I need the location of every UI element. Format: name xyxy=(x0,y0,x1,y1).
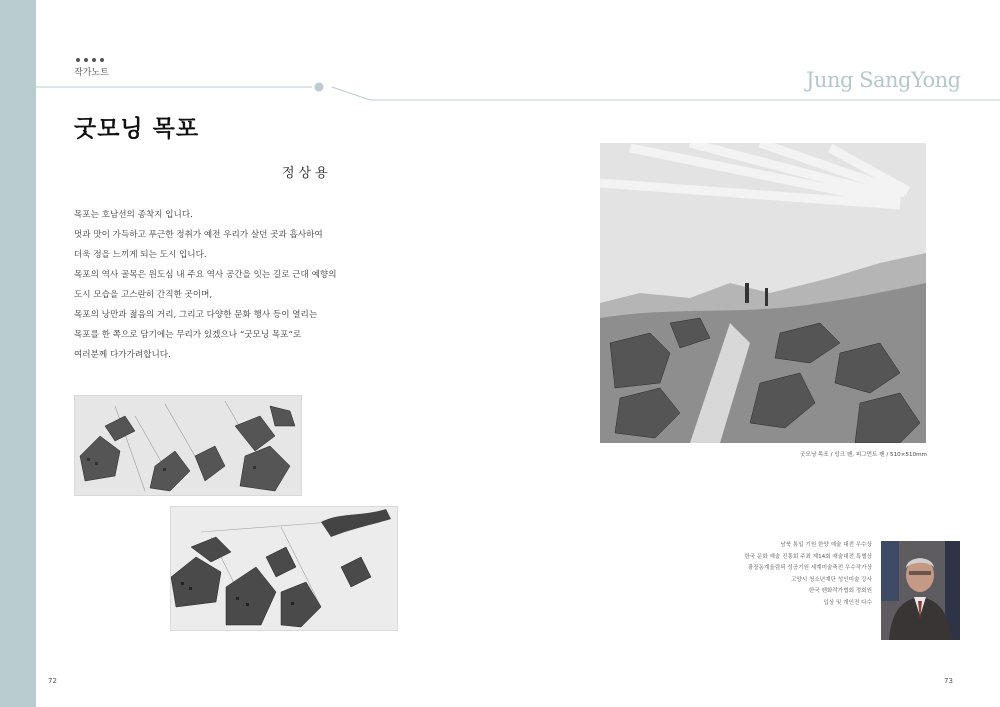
bio-line: 한국 펜화작가협회 정회원 xyxy=(809,588,872,594)
page-spine-bar xyxy=(0,0,36,707)
section-dots xyxy=(76,58,104,62)
page-number-right: 73 xyxy=(944,677,953,685)
bio-line: 남북 통일 기원 한양 예술 대전 우수상 xyxy=(780,542,872,548)
bio-line: 입상 및 개인전 다수 xyxy=(823,599,872,606)
article-title: 굿모닝 목포 xyxy=(74,116,200,142)
body-paragraph: 여러분께 다가가려합니다. xyxy=(74,350,171,360)
page-number-left: 72 xyxy=(48,677,57,685)
article-author: 정상용 xyxy=(282,166,332,181)
artwork-image xyxy=(600,143,926,443)
body-paragraph: 목포의 낭만과 젊음의 거리, 그리고 다양한 문화 행사 등이 열리는 xyxy=(74,310,318,320)
body-paragraph: 도시 모습을 고스란히 간직한 곳이며, xyxy=(74,290,213,300)
artist-portrait-photo xyxy=(881,541,960,640)
body-paragraph: 목포의 역사 골목은 원도심 내 주요 역사 공간을 잇는 길로 근대 예향의 xyxy=(74,270,337,280)
artist-name-brand: Jung SangYong xyxy=(806,68,961,92)
body-paragraph: 더욱 정을 느끼게 되는 도시 입니다. xyxy=(74,250,207,260)
section-label: 작가노트 xyxy=(74,68,109,78)
bio-line: 한국 문화 예술 진흥회 주최 제14회 예술대전 특별상 xyxy=(744,553,872,560)
body-paragraph: 목포는 호남선의 종착지 입니다. xyxy=(74,210,193,220)
artwork-caption: 굿모닝 목포 / 잉크 펜, 피그먼트 펜 / 510×510mm xyxy=(800,452,927,458)
article-body xyxy=(74,205,404,365)
body-paragraph: 목포를 한 쪽으로 담기에는 무리가 있겠으나 “굿모닝 목포”로 xyxy=(74,330,302,340)
sketch-image-1 xyxy=(74,395,302,496)
artist-bio xyxy=(700,540,872,609)
bio-line: 고양시 청소년재단 성인미술 강사 xyxy=(791,576,872,583)
body-paragraph: 멋과 맛이 가득하고 푸근한 정취가 예전 우리가 살던 곳과 흡사하여 xyxy=(74,230,323,240)
sketch-image-2 xyxy=(170,506,398,631)
bio-line: 광장동계올림픽 성공기원 세계미술축전 우수작가상 xyxy=(747,565,872,571)
